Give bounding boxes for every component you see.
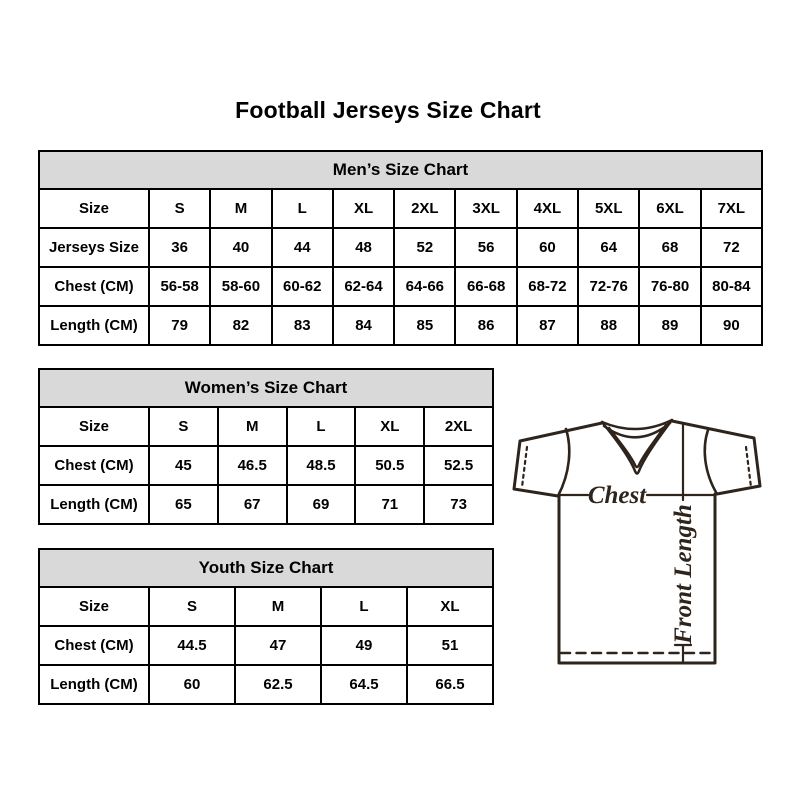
row-label-cell: Chest (CM) xyxy=(39,267,149,306)
value-cell: 7XL xyxy=(701,189,762,228)
table-title: Men’s Size Chart xyxy=(39,151,762,189)
left-sleeve-stitch-dashed xyxy=(522,447,527,487)
value-cell: M xyxy=(218,407,287,446)
value-cell: 46.5 xyxy=(218,446,287,485)
value-cell: 49 xyxy=(321,626,407,665)
value-cell: 47 xyxy=(235,626,321,665)
table-row xyxy=(39,665,493,704)
value-cell: 60 xyxy=(149,665,235,704)
right-sleeve-stitch-dashed xyxy=(746,447,751,487)
row-label-cell: Length (CM) xyxy=(39,485,149,524)
value-cell: 64-66 xyxy=(394,267,455,306)
value-cell: 62-64 xyxy=(333,267,394,306)
row-label-cell: Size xyxy=(39,587,149,626)
value-cell: 79 xyxy=(149,306,210,345)
size-grid xyxy=(38,368,494,525)
row-label-cell: Chest (CM) xyxy=(39,446,149,485)
value-cell: M xyxy=(235,587,321,626)
value-cell: L xyxy=(272,189,333,228)
value-cell: 85 xyxy=(394,306,455,345)
mens-size-table xyxy=(38,150,763,346)
table-title: Youth Size Chart xyxy=(39,549,493,587)
table-row xyxy=(39,446,493,485)
value-cell: 72 xyxy=(701,228,762,267)
value-cell: L xyxy=(321,587,407,626)
value-cell: 3XL xyxy=(455,189,516,228)
value-cell: 58-60 xyxy=(210,267,271,306)
table-row xyxy=(39,485,493,524)
value-cell: 62.5 xyxy=(235,665,321,704)
row-label-cell: Jerseys Size xyxy=(39,228,149,267)
value-cell: 60 xyxy=(517,228,578,267)
value-cell: XL xyxy=(333,189,394,228)
page-title: Football Jerseys Size Chart xyxy=(235,97,541,123)
value-cell: 67 xyxy=(218,485,287,524)
row-label-cell: Length (CM) xyxy=(39,665,149,704)
value-cell: 66.5 xyxy=(407,665,493,704)
value-cell: 40 xyxy=(210,228,271,267)
jersey-stitch-lines xyxy=(522,447,751,653)
value-cell: 52 xyxy=(394,228,455,267)
value-cell: 80-84 xyxy=(701,267,762,306)
table-row xyxy=(39,587,493,626)
value-cell: 52.5 xyxy=(424,446,493,485)
value-cell: S xyxy=(149,189,210,228)
value-cell: 84 xyxy=(333,306,394,345)
value-cell: 64.5 xyxy=(321,665,407,704)
value-cell: XL xyxy=(407,587,493,626)
row-label-cell: Chest (CM) xyxy=(39,626,149,665)
value-cell: 68-72 xyxy=(517,267,578,306)
value-cell: 2XL xyxy=(394,189,455,228)
value-cell: 60-62 xyxy=(272,267,333,306)
table-title: Women’s Size Chart xyxy=(39,369,493,407)
value-cell: 45 xyxy=(149,446,218,485)
table-row xyxy=(39,228,762,267)
jersey-right-armhole xyxy=(705,430,717,494)
value-cell: 68 xyxy=(639,228,700,267)
value-cell: 44 xyxy=(272,228,333,267)
value-cell: 4XL xyxy=(517,189,578,228)
value-cell: 72-76 xyxy=(578,267,639,306)
jersey-left-armhole xyxy=(558,429,569,496)
table-row xyxy=(39,626,493,665)
table-row xyxy=(39,189,762,228)
value-cell: 65 xyxy=(149,485,218,524)
jersey-collar xyxy=(602,420,672,474)
value-cell: 76-80 xyxy=(639,267,700,306)
size-grid xyxy=(38,150,763,346)
jersey-outline xyxy=(514,421,760,663)
value-cell: S xyxy=(149,407,218,446)
value-cell: 88 xyxy=(578,306,639,345)
value-cell: 69 xyxy=(287,485,356,524)
table-row xyxy=(39,407,493,446)
value-cell: 73 xyxy=(424,485,493,524)
row-label-cell: Size xyxy=(39,189,149,228)
table-title-row xyxy=(39,549,493,587)
front-length-label: Front Length xyxy=(670,504,697,644)
table-title-row xyxy=(39,151,762,189)
table-row xyxy=(39,306,762,345)
value-cell: 51 xyxy=(407,626,493,665)
value-cell: 90 xyxy=(701,306,762,345)
value-cell: 48 xyxy=(333,228,394,267)
diagram-labels xyxy=(588,482,697,645)
value-cell: M xyxy=(210,189,271,228)
value-cell: 56-58 xyxy=(149,267,210,306)
chest-label: Chest xyxy=(587,482,647,509)
value-cell: 87 xyxy=(517,306,578,345)
value-cell: 36 xyxy=(149,228,210,267)
value-cell: 71 xyxy=(355,485,424,524)
value-cell: XL xyxy=(355,407,424,446)
value-cell: 48.5 xyxy=(287,446,356,485)
value-cell: S xyxy=(149,587,235,626)
value-cell: 66-68 xyxy=(455,267,516,306)
value-cell: 44.5 xyxy=(149,626,235,665)
value-cell: L xyxy=(287,407,356,446)
value-cell: 83 xyxy=(272,306,333,345)
value-cell: 6XL xyxy=(639,189,700,228)
row-label-cell: Size xyxy=(39,407,149,446)
womens-size-table xyxy=(38,368,494,525)
value-cell: 2XL xyxy=(424,407,493,446)
table-title-row xyxy=(39,369,493,407)
table-row xyxy=(39,267,762,306)
value-cell: 5XL xyxy=(578,189,639,228)
value-cell: 86 xyxy=(455,306,516,345)
value-cell: 50.5 xyxy=(355,446,424,485)
value-cell: 89 xyxy=(639,306,700,345)
value-cell: 64 xyxy=(578,228,639,267)
value-cell: 56 xyxy=(455,228,516,267)
size-grid xyxy=(38,548,494,705)
jersey-measurement-diagram xyxy=(503,403,778,673)
value-cell: 82 xyxy=(210,306,271,345)
youth-size-table xyxy=(38,548,494,705)
row-label-cell: Length (CM) xyxy=(39,306,149,345)
